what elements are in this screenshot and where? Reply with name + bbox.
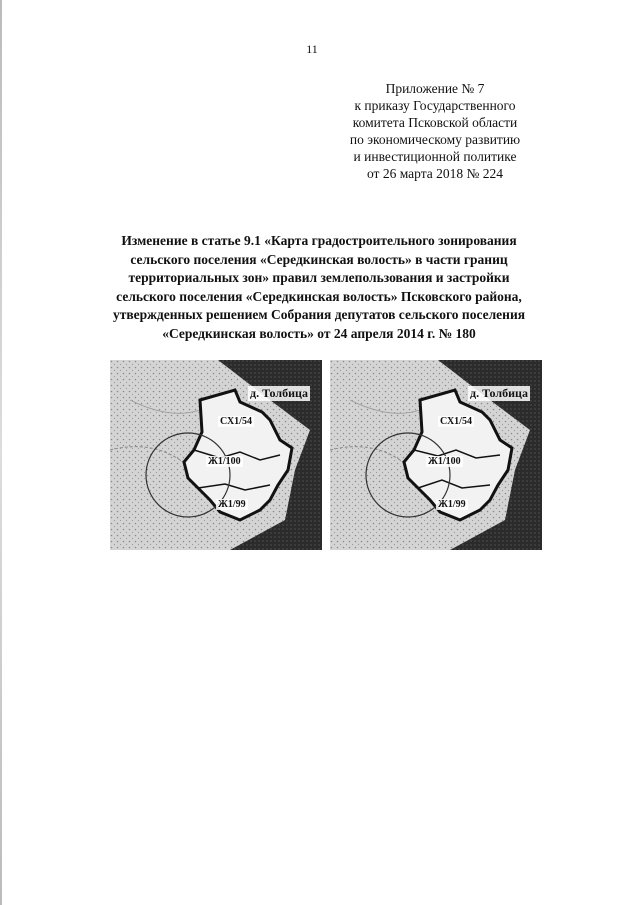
title-line: Изменение в статье 9.1 «Карта градостроительного зонирования — [121, 233, 517, 248]
document-title — [84, 232, 554, 343]
village-label: д. Толбица — [470, 386, 528, 400]
zone-label-sx1-54: СХ1/54 — [440, 416, 472, 427]
zone-label-zh1-100: Ж1/100 — [208, 456, 241, 467]
appendix-line: Приложение № 7 — [385, 81, 485, 96]
appendix-line: комитета Псковской области — [352, 115, 518, 130]
title-line: территориальных зон» правил землепользования и застройки — [128, 270, 510, 285]
appendix-line: от 26 марта 2018 № 224 — [366, 166, 504, 181]
title-line: сельского поселения «Середкинская волость» в части границ — [130, 251, 508, 267]
zoning-maps — [110, 360, 540, 550]
zone-label-zh1-99: Ж1/99 — [438, 499, 466, 510]
title-line: «Середкинская волость» от 24 апреля 2014 г. № 180 — [162, 325, 476, 341]
zone-label-zh1-100: Ж1/100 — [428, 456, 461, 467]
title-line: утвержденных решением Собрания депутатов сельского поселения — [112, 307, 526, 322]
zone-label-sx1-54: СХ1/54 — [220, 416, 252, 427]
page-number: 11 — [306, 42, 318, 56]
scan-edge — [0, 0, 2, 905]
appendix-block — [330, 80, 540, 182]
zoning-map-after — [330, 360, 542, 550]
appendix-line: к приказу Государственного — [354, 98, 516, 113]
title-line: сельского поселения «Середкинская волость» Псковского района, — [116, 288, 522, 304]
zoning-map-before — [110, 360, 322, 550]
appendix-line: и инвестиционной политике — [353, 149, 517, 164]
zone-label-zh1-99: Ж1/99 — [218, 499, 246, 510]
appendix-line: по экономическому развитию — [349, 132, 521, 147]
village-label: д. Толбица — [250, 386, 308, 400]
